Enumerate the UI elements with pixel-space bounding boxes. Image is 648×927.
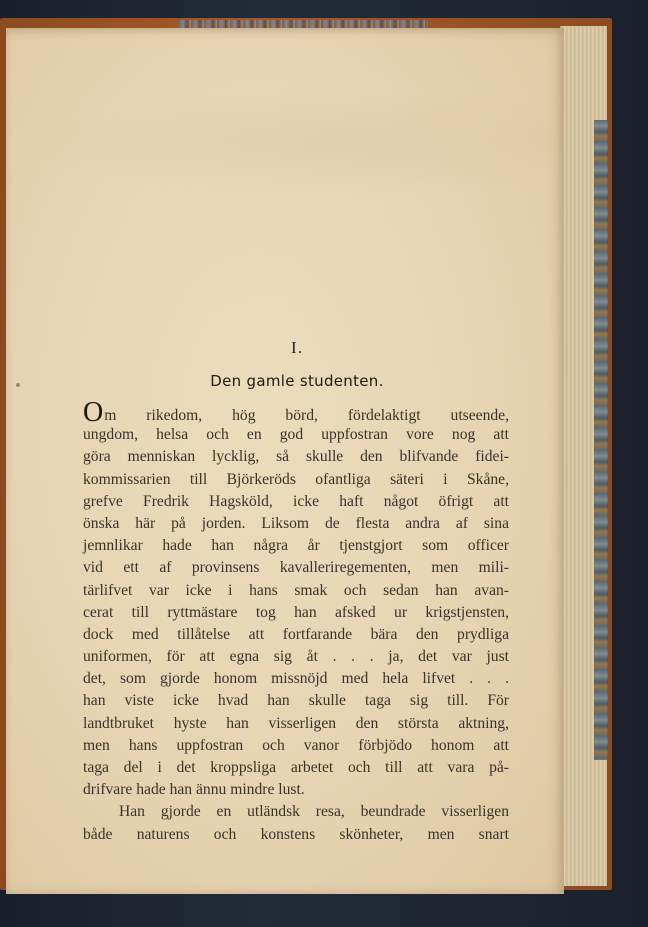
text-line: göra menniskan lycklig, så skulle den blifvande fidei-: [83, 448, 509, 466]
text-line: vid ett af provinsens kavalleriregementen, men mili-: [83, 559, 509, 577]
chapter-number: I.: [291, 338, 303, 357]
text-line: både naturens och konstens skönheter, men snart: [83, 825, 509, 843]
text-line: jemnlikar hade han några år tjenstgjort som officer: [83, 537, 509, 555]
text-line: landtbruket hyste han visserligen den största aktning,: [83, 714, 509, 732]
text-line: taga del i det kroppsliga arbetet och till att vara på-: [83, 759, 509, 776]
text-line: kommissarien till Björkeröds ofantliga säteri i Skåne,: [83, 470, 509, 488]
text-line: men hans uppfostran och vanor förbjödo honom att: [83, 736, 509, 754]
text-line: tärlifvet var icke i hans smak och sedan han avan-: [83, 581, 509, 599]
marbled-edge: [594, 120, 608, 760]
top-binding-strip: [178, 20, 428, 28]
text-line: grefve Fredrik Hagsköld, icke haft något öfrigt att: [83, 492, 509, 510]
text-line: det, som gjorde honom missnöjd med hela lifvet . . .: [83, 670, 509, 688]
body-text: [83, 397, 509, 846]
text-line: önska här på jorden. Liksom de flesta andra af sina: [83, 514, 509, 532]
text-line: Om rikedom, hög börd, fördelaktigt utseende,: [83, 397, 509, 428]
text-line: drifvare hade han ännu mindre lust.: [83, 781, 305, 799]
text-line: han viste icke hvad han skulle taga sig till. För: [83, 692, 509, 710]
text-line: ungdom, helsa och en god uppfostran vore nog att: [83, 426, 509, 444]
text-line: Han gjorde en utländsk resa, beundrade visserligen: [119, 803, 509, 821]
text-line: uniformen, för att egna sig åt . . . ja, det var just: [83, 648, 509, 666]
text-line: dock med tillåtelse att fortfarande bära den prydliga: [83, 625, 509, 643]
drop-cap: O: [83, 397, 104, 428]
chapter-title: Den gamle studenten.: [210, 372, 384, 390]
text-line: cerat till ryttmästare tog han afsked ur krigstjensten,: [83, 603, 509, 621]
show-through-shadow: [16, 88, 556, 198]
